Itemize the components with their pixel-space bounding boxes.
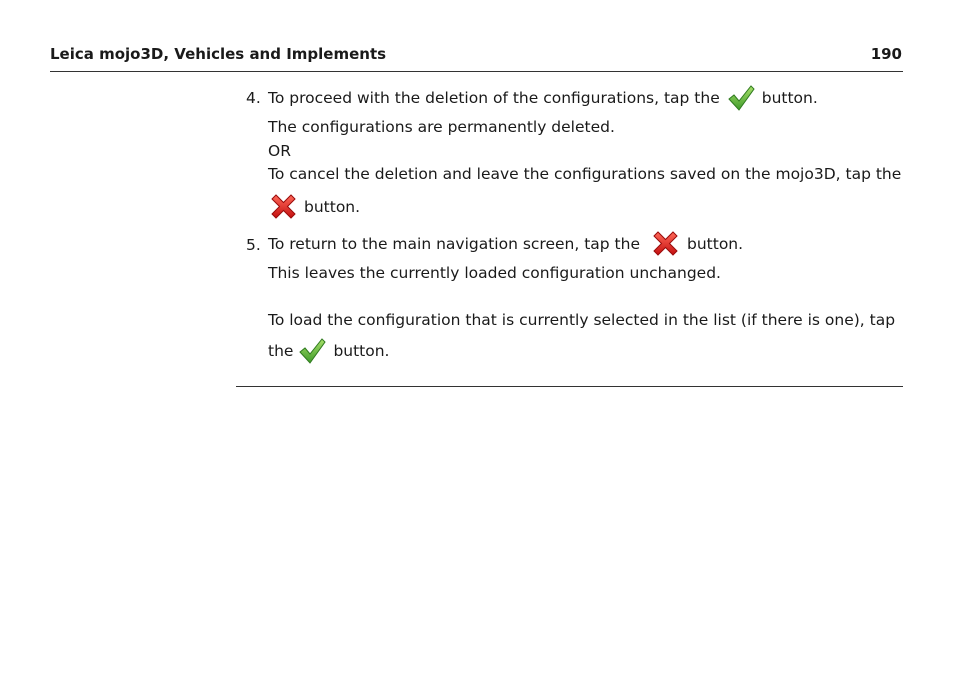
document-title: Leica mojo3D, Vehicles and Implements: [50, 45, 387, 63]
check-icon: [297, 336, 327, 366]
step-5-instruction: [268, 228, 743, 259]
step-4-or: OR: [268, 142, 291, 160]
step-4-alternative: To cancel the deletion and leave the configurations saved on the mojo3D, tap the: [268, 165, 902, 183]
step-5-note-after: button.: [333, 342, 390, 360]
step-4-text-after: button.: [761, 89, 818, 107]
step-4-result: The configurations are permanently deleted.: [268, 118, 615, 136]
cross-icon: [268, 191, 299, 222]
step-4-instruction: [268, 83, 818, 113]
step-5-note-before: the: [268, 342, 294, 360]
step-5-text-after: button.: [687, 234, 744, 253]
step-5-number: 5.: [246, 236, 261, 254]
cross-icon: [650, 228, 681, 259]
check-icon: [726, 83, 756, 113]
step-4-alternative-line2: [268, 191, 360, 222]
section-divider: [236, 386, 903, 387]
step-4-number: 4.: [246, 89, 261, 107]
step-4-text: To proceed with the deletion of the configurations, tap the: [268, 89, 720, 107]
step-5-note-line2: [268, 336, 390, 366]
step-5-note: To load the configuration that is currently selected in the list (if there is one), tap: [268, 311, 896, 329]
page-number: 190: [870, 45, 902, 63]
header-divider: [50, 71, 903, 72]
step-5-text: To return to the main navigation screen, tap the: [268, 234, 640, 253]
step-5-result: This leaves the currently loaded configuration unchanged.: [268, 264, 721, 282]
step-4-alt-after: button.: [304, 197, 361, 216]
